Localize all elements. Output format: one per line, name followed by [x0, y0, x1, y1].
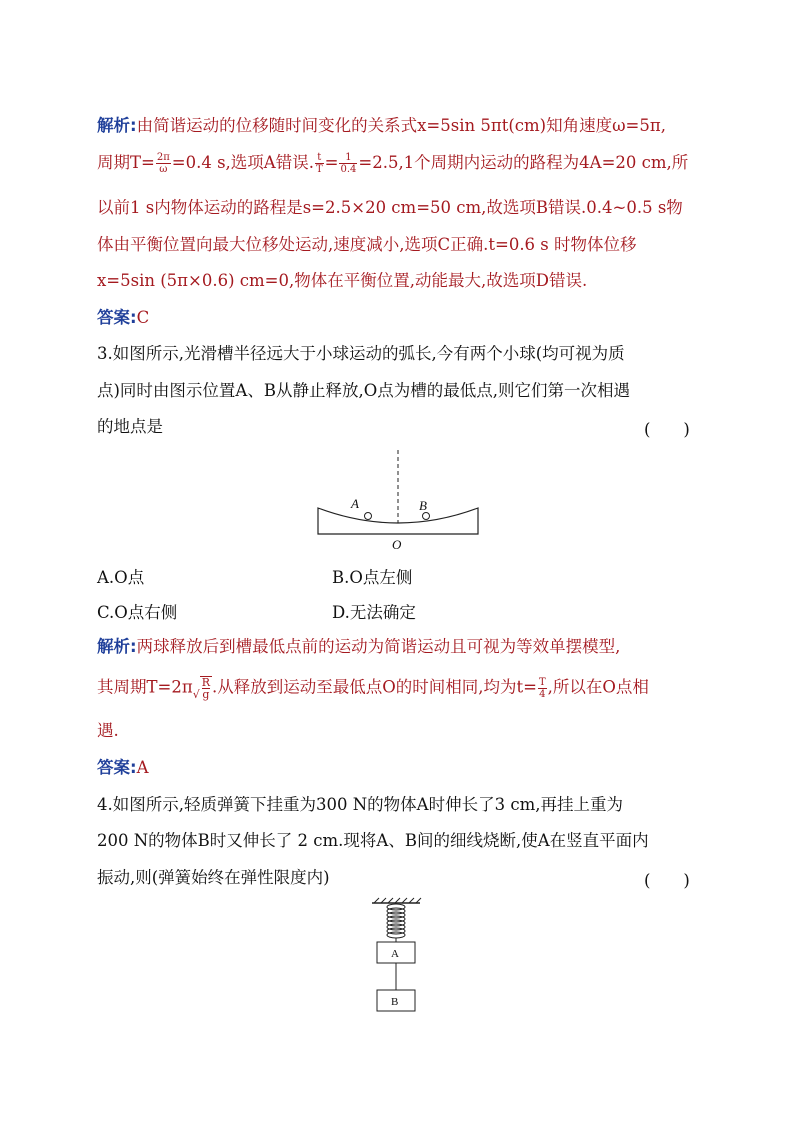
ball-a: [365, 513, 372, 520]
answer1: [97, 307, 149, 329]
analysis-label: 解析:: [97, 637, 137, 656]
option-d[interactable]: D.无法确定: [332, 603, 416, 622]
analysis2-line1: 解析:两球释放后到槽最低点前的运动为简谐运动且可视为等效单摆模型,: [97, 637, 621, 656]
analysis1-line1: 解析:由简谐运动的位移随时间变化的关系式x=5sin 5πt(cm)知角速度ω=5π,: [97, 116, 666, 135]
fraction-2pi-over-omega: $\frac{2\pi}{\omega}$: [156, 152, 170, 175]
q4-line1: 4.如图所示,轻质弹簧下挂重为300 N的物体A时伸长了3 cm,再挂上重为: [97, 795, 623, 814]
option-b[interactable]: B.O点左侧: [332, 568, 413, 587]
box-b-label: B: [391, 996, 399, 1008]
fraction-1-over-0.4: $\frac{1}{0.4}$: [340, 152, 357, 175]
analysis1-line4: 体由平衡位置向最大位移处运动,速度减小,选项C正确.t=0.6 s 时物体位移: [97, 235, 637, 254]
answer-paren: ( ): [644, 420, 690, 439]
sqrt-r-over-g: √ $\frac{R}{g}$: [192, 676, 210, 701]
q4-line2: 200 N的物体B时又伸长了 2 cm.现将A、B间的细线烧断,使A在竖直平面内: [97, 831, 649, 850]
analysis-label: 解析:: [97, 116, 137, 135]
label-o: O: [392, 537, 402, 552]
answer-label: 答案:: [97, 758, 137, 777]
q3-line1: 3.如图所示,光滑槽半径远大于小球运动的弧长,今有两个小球(均可视为质: [97, 344, 625, 363]
option-c[interactable]: C.O点右侧: [97, 603, 178, 622]
analysis1-line2: 周期T= $\frac{2\pi}{\omega}$ =0.4 s,选项A错误. $\frac{t}{T}$ = $\frac{1}{0.4}$ =2.5,1个周期内运动的路程为4A=20 cm,所: [97, 152, 689, 175]
analysis1-line5: x=5sin (5π×0.6) cm=0,物体在平衡位置,动能最大,故选项D错误.: [97, 271, 588, 290]
box-a-label: A: [391, 948, 399, 960]
spring-figure: [356, 895, 436, 1025]
groove-figure: [310, 448, 490, 558]
answer-label: 答案:: [97, 308, 137, 327]
label-b: B: [419, 498, 427, 513]
q3-line2: 点)同时由图示位置A、B从静止释放,O点为槽的最低点,则它们第一次相遇: [97, 381, 630, 400]
answer2: [97, 757, 149, 779]
fraction-t-over-T: $\frac{t}{T}$: [315, 152, 323, 175]
answer-value: C: [136, 308, 150, 327]
label-a: A: [351, 496, 359, 511]
option-a[interactable]: A.O点: [97, 568, 145, 587]
q3-line3: 的地点是: [97, 417, 163, 436]
q4-line3: 振动,则(弹簧始终在弹性限度内): [97, 868, 330, 887]
spring-coil: [387, 904, 405, 938]
analysis1-line3: 以前1 s内物体运动的路程是s=2.5×20 cm=50 cm,故选项B错误.0.4~0.5 s物: [97, 198, 683, 217]
analysis2-line2: 其周期T=2π√ $\frac{R}{g}$ .从释放到运动至最低点O的时间相同,均为t= $\frac{T}{4}$ ,所以在O点相: [97, 676, 649, 701]
analysis2-line3: 遇.: [97, 721, 119, 740]
answer-value: A: [136, 758, 149, 777]
answer-paren: ( ): [644, 871, 690, 890]
ball-b: [423, 513, 430, 520]
fraction-T-over-4: $\frac{T}{4}$: [538, 676, 546, 700]
